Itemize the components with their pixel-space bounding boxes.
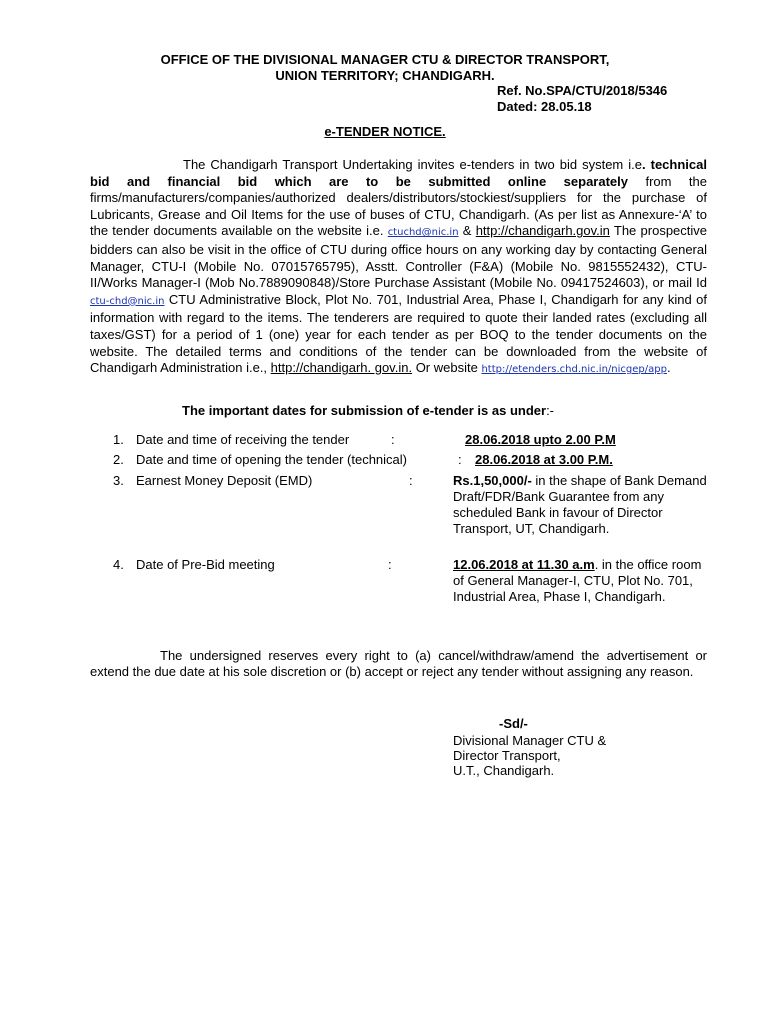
office-heading-line2: UNION TERRITORY; CHANDIGARH. [275,68,495,83]
body-text-3: CTU Administrative Block, Plot No. 701, Industrial Area, Phase I, Chandigarh for any kind of information with regard to the items. The tenderers are required to quote their landed rates (excluding all taxes/GST) for a period of 1 (one) year for each tender as per BOQ to the tender documents on the website. The detailed terms and conditions of the tender can be downloaded from the website of Chandigarh Administration i.e., [90,291,707,376]
email-link-2[interactable]: ctu-chd@nic.in [90,295,165,307]
signature-sd: -Sd/- [499,716,528,731]
signature-line1: Divisional Manager CTU & [453,733,607,748]
body-text-2: The prospective bidders can also be visit in the office of CTU during office hours on any working day by contacting General Manager, CTU-I (Mobile No. 07015765795), Asstt. Controller (F&A) (Mobile No. 9815552432), CTU-II/Works Manager-I (Mob No.7889090848)/Store Purchase Assistant (Mobile No. 09417524603), or mail Id [90,223,708,291]
closing-text: The undersigned reserves every right to (a) cancel/withdraw/amend the advertisement or extend the due date at his sole discretion or (b) accept or reject any tender without assigning any reason. [90,648,707,679]
item-value-bold: 28.06.2018 upto 2.00 P.M [465,432,616,447]
item-value [465,432,725,448]
or-website-text: Or website [412,360,482,376]
dated: Dated: 28.05.18 [497,99,592,114]
website-link-1[interactable]: http://chandigarh.gov.in [475,223,610,239]
item-colon: : [388,557,392,572]
item-value-bold: Rs.1,50,000/- [453,473,532,488]
etenders-link[interactable]: http://etenders.chd.nic.in/nicgep/app [481,364,667,376]
notice-body [90,157,707,379]
important-dates-suffix: :- [546,403,555,418]
body-intro: The Chandigarh Transport Undertaking invites e-tenders in two bid system i.e [183,157,642,172]
item-number: 4. [113,557,124,572]
body-bold-phrase: technical bid and financial bid which are to be submitted online separately [90,157,707,189]
item-colon: : [409,473,413,488]
item-value-rest: . in the office room of General Manager-I, CTU, Plot No. 701, Industrial Area, Phase I, Chandigarh. [453,557,702,604]
item-colon: : [391,432,395,447]
body-intro-dot: . [642,157,646,172]
item-label: Date and time of receiving the tender [136,432,350,447]
important-dates-heading [182,403,554,418]
item-number: 2. [113,452,124,467]
closing-paragraph [90,648,707,680]
important-dates-heading-text: The important dates for submission of e-tender is as under [182,403,547,418]
website-link-2[interactable]: http://chandigarh. gov.in. [270,360,413,376]
item-value [453,473,709,537]
email-link-1[interactable]: ctuchd@nic.in [387,227,459,239]
item-number: 1. [113,432,124,447]
item-value-rest: in the shape of Bank Demand Draft/FDR/Bank Guarantee from any scheduled Bank in favour of Director Transport, UT, Chandigarh. [453,473,707,536]
item-number: 3. [113,473,124,488]
date-item-3 [0,473,770,543]
body-paragraph [90,157,707,379]
date-item-4 [0,557,770,627]
ampersand: & [458,223,476,239]
item-label: Earnest Money Deposit (EMD) [136,473,313,488]
item-label: Date and time of opening the tender (technical) [136,452,408,467]
date-item-1 [0,432,770,450]
signature-line2: Director Transport, [453,748,561,763]
final-dot: . [666,360,671,376]
item-value-bold: 12.06.2018 at 11.30 a.m [453,557,595,572]
reference-number: Ref. No.SPA/CTU/2018/5346 [497,83,668,98]
notice-title: e-TENDER NOTICE. [324,124,446,139]
date-item-2 [0,452,770,470]
item-value [475,452,735,468]
body-text-1: from the firms/manufacturers/companies/authorized dealers/distributors/stockiest/suppliers for the purchase of Lubricants, Grease and Oil Items for the use of buses of CTU, Chandigarh. (As per list as Annexure-‘A’ to the tender documents available on the website i.e. [90,173,708,239]
item-value [453,557,709,605]
item-value-bold: 28.06.2018 at 3.00 P.M. [475,452,613,467]
signature-line3: U.T., Chandigarh. [453,763,555,778]
office-heading-line1: OFFICE OF THE DIVISIONAL MANAGER CTU & DIRECTOR TRANSPORT, [160,52,610,67]
item-label: Date of Pre-Bid meeting [136,557,275,572]
item-colon: : [458,452,462,467]
